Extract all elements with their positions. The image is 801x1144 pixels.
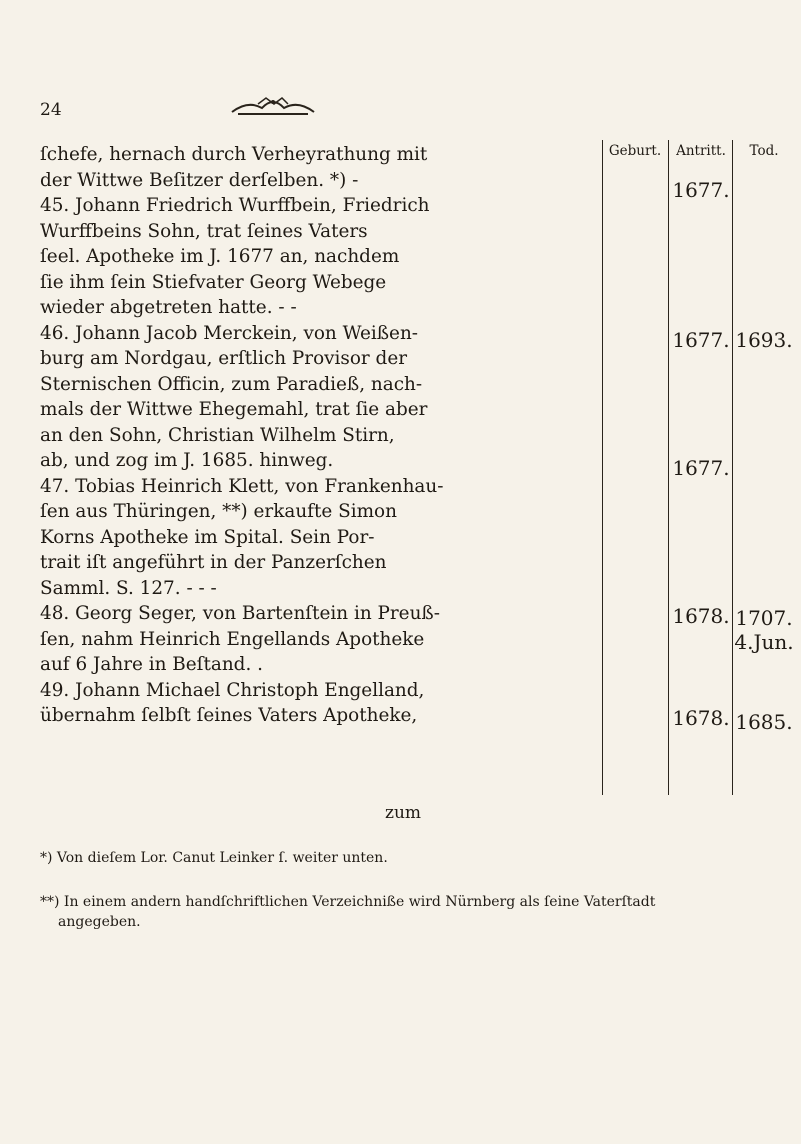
text-line: ſchefe, hernach durch Verheyrathung mit [40,144,428,165]
catchword: zum [385,803,422,823]
text-line: Wurffbeins Sohn, trat ſeines Vaters [40,220,368,242]
text-line: 46. Johann Jacob Merckein, von Weißen- [40,322,419,344]
text-line: 49. Johann Michael Christoph Engelland, [40,679,425,701]
ornament-icon [228,92,318,118]
death-date: 1707. [735,606,793,630]
text-line: ab, und zog im J. 1685. hinweg. [40,450,334,471]
entry-date: 1677. [672,328,730,352]
text-line: ſen aus Thüringen, **) erkaufte Simon [40,501,397,522]
death-date: 1693. [735,328,793,352]
column-divider [602,140,603,795]
text-line: Sternischen Officin, zum Paradieß, nach- [40,373,423,395]
entry-date: 1678. [672,706,730,730]
death-date: 1685. [735,710,793,734]
text-line: 48. Georg Seger, von Bartenſtein in Preuß- [40,603,440,624]
text-line: ſie ihm ſein Stiefvater Georg Webege [40,271,387,293]
text-line: an den Sohn, Christian Wilhelm Stirn, [40,424,395,446]
page-number: 24 [40,100,62,120]
death-date: 4.Jun. [734,630,794,654]
column-header-entry: Antritt. [676,143,726,159]
entry-date: 1677. [672,456,730,480]
text-line: Samml. S. 127. - - - [40,577,217,599]
entry-date: 1677. [672,178,730,202]
main-text [40,142,600,729]
footnote: angegeben. [58,914,141,930]
text-line: 45. Johann Friedrich Wurffbein, Friedrich [40,195,430,216]
text-line: mals der Wittwe Ehegemahl, trat ſie aber [40,399,428,420]
text-line: übernahm ſelbſt ſeines Vaters Apotheke, [40,705,418,726]
text-line: burg am Nordgau, erſtlich Provisor der [40,348,408,369]
text-line: Korns Apotheke im Spital. Sein Por- [40,526,375,548]
column-header-birth: Geburt. [608,143,662,159]
text-line: ſeel. Apotheke im J. 1677 an, nachdem [40,246,400,267]
text-line: wieder abgetreten hatte. - - [40,297,297,318]
text-line: trait iſt angeführt in der Panzerſchen [40,552,387,573]
footnote: **) In einem andern handſchriftlichen Verzeichniße wird Nürnberg als ſeine Vaterſtadt [40,894,656,910]
text-line: der Wittwe Beſitzer derſelben. *) - [40,169,359,191]
column-header-death: Tod. [749,143,779,159]
footnote: *) Von dieſem Lor. Canut Leinker ſ. weiter unten. [40,850,388,866]
text-line: ſen, nahm Heinrich Engellands Apotheke [40,628,425,650]
text-line: auf 6 Jahre in Beſtand. . [40,654,263,675]
entry-date: 1678. [672,604,730,628]
text-line: 47. Tobias Heinrich Klett, von Frankenhau- [40,475,444,497]
